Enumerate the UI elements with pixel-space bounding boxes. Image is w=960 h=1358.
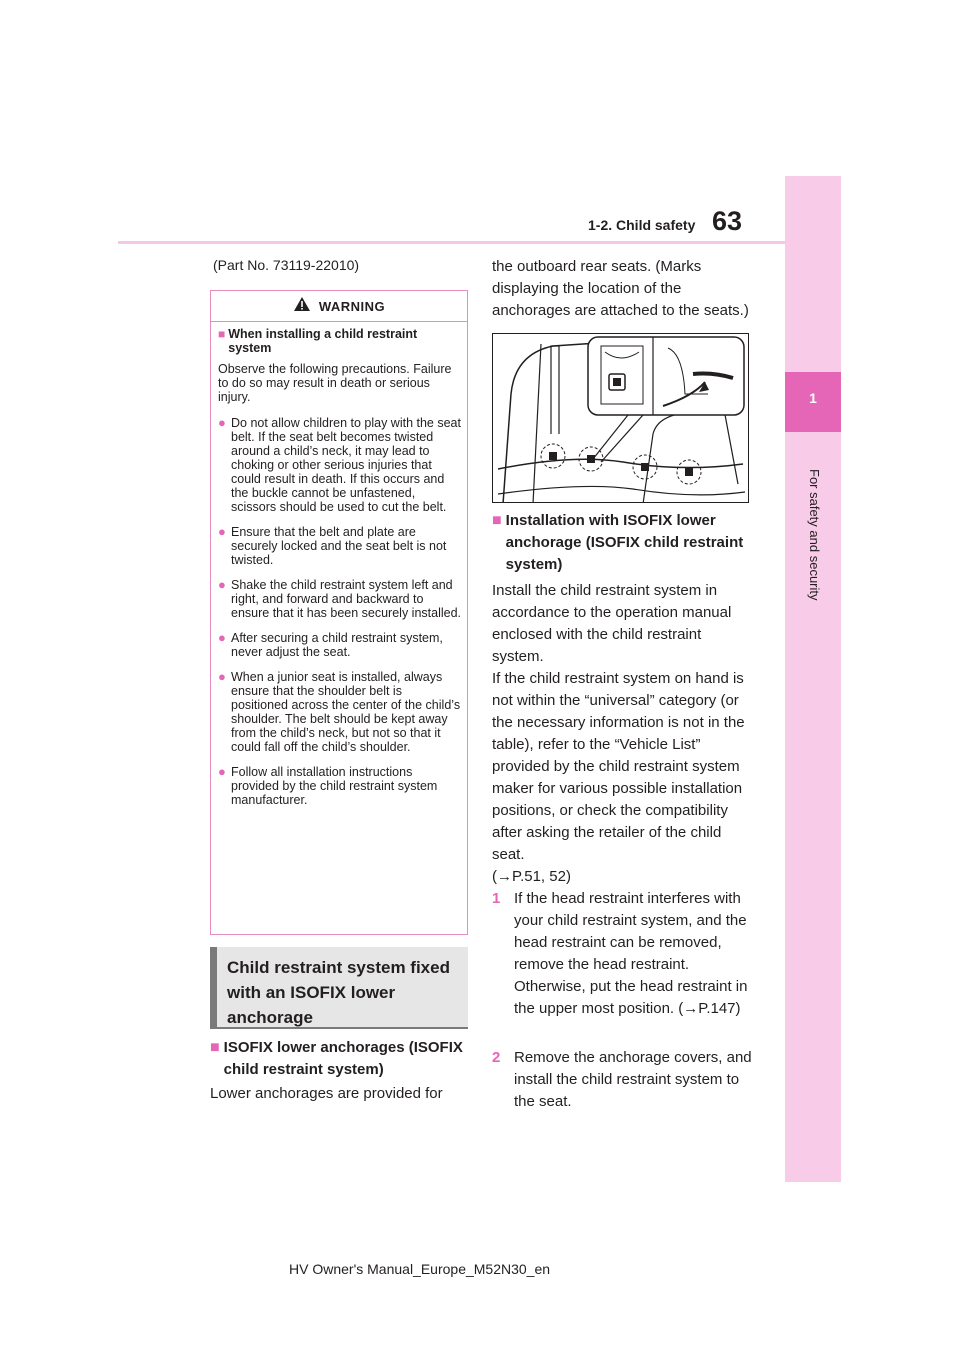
warning-item-text: When a junior seat is installed, always ensure that the shoulder belt is positioned across the center of the child’s shoulder. The belt should be kept away from the child’s neck, but not so that it could fall off the child’s shoulder. <box>231 670 461 754</box>
warning-body <box>211 322 467 807</box>
warning-triangle-icon <box>293 296 311 317</box>
isofix-text-cont: the outboard rear seats. (Marks displaying the location of the anchorages are attached to the seats.) <box>492 258 749 319</box>
warning-item-text: Follow all installation instructions provided by the child restraint system manufacturer. <box>231 765 438 807</box>
warning-item <box>218 670 461 754</box>
bullet-dot-icon: ● <box>218 630 226 645</box>
warning-item <box>218 631 461 659</box>
warning-heading <box>218 327 461 355</box>
warning-intro: Observe the following precautions. Failure to do so may result in death or serious injury. <box>218 362 452 404</box>
square-bullet-icon: ■ <box>218 327 226 341</box>
page-number: 63 <box>712 206 743 236</box>
part-number: (Part No. 73119-22010) <box>213 257 360 273</box>
step-text: If the head restraint interferes with your child restraint system, and the head restraint can be removed, remove the head restraint. Otherwise, put the head restraint in the upper most position. (→P.147) <box>514 890 748 1017</box>
warning-item-text: Do not allow children to play with the seat belt. If the seat belt becomes twisted around a child’s neck, it may lead to choking or other serious injuries that could result in death. If this occurs and the buckle cannot be unfastened, scissors should be used to cut the belt. <box>231 416 461 514</box>
warning-item-text: Shake the child restraint system left and right, and forward and backward to ensure that it has been securely installed. <box>231 578 461 620</box>
side-chapter-number: 1 <box>809 390 817 406</box>
warning-item <box>218 416 461 514</box>
header-divider <box>118 241 785 244</box>
step-2 <box>492 1047 754 1113</box>
bullet-dot-icon: ● <box>218 415 226 430</box>
warning-item <box>218 765 461 807</box>
warning-box <box>210 290 468 935</box>
installation-heading-text: Installation with ISOFIX lower anchorage (ISOFIX child restraint system) <box>505 512 744 573</box>
warning-item <box>218 525 461 567</box>
warning-title: WARNING <box>318 298 386 314</box>
warning-item-text: Ensure that the belt and plate are securely locked and the seat belt is not twisted. <box>231 525 447 567</box>
step-text: Remove the anchorage covers, and install the child restraint system to the seat. <box>514 1049 752 1110</box>
step-number: 2 <box>492 1049 501 1066</box>
section-title: 1-2. Child safety <box>588 217 696 233</box>
isofix-heading-text: ISOFIX lower anchorages (ISOFIX child restraint system) <box>223 1039 463 1078</box>
warning-heading-text: When installing a child restraint system <box>228 327 418 355</box>
footer-manual-id: HV Owner's Manual_Europe_M52N30_en <box>289 1261 551 1277</box>
bullet-dot-icon: ● <box>218 577 226 592</box>
side-chapter-label: For safety and security <box>807 469 822 601</box>
installation-text: Install the child restraint system in accordance to the operation manual enclosed with the child restraint system. <box>492 582 732 665</box>
warning-item-text: After securing a child restraint system, never adjust the seat. <box>231 631 443 659</box>
installation-page-ref: (→P.51, 52) <box>492 868 571 885</box>
side-chapter-band <box>785 176 841 1182</box>
step-1 <box>492 888 754 1020</box>
bullet-dot-icon: ● <box>218 764 226 779</box>
isofix-anchorage-illustration <box>492 333 749 503</box>
step-number: 1 <box>492 890 501 907</box>
square-bullet-icon: ■ <box>492 512 502 529</box>
warning-item <box>218 578 461 620</box>
seat-anchorage-drawing <box>493 334 749 503</box>
warning-header <box>211 291 467 322</box>
square-bullet-icon: ■ <box>210 1039 220 1056</box>
bullet-dot-icon: ● <box>218 524 226 539</box>
isofix-heading <box>210 1037 470 1081</box>
subheading-box: Child restraint system fixed with an ISOFIX lower anchorage <box>210 947 468 1029</box>
installation-text-2: If the child restraint system on hand is not within the “universal” category (or the necessary information is not in the table), refer to the “Vehicle List” provided by the child restraint system maker for various possible installation positions, or check the compatibility after asking the retailer of the child seat. <box>492 670 745 863</box>
isofix-text: Lower anchorages are provided for <box>210 1085 443 1102</box>
bullet-dot-icon: ● <box>218 669 226 684</box>
installation-heading <box>492 510 754 576</box>
